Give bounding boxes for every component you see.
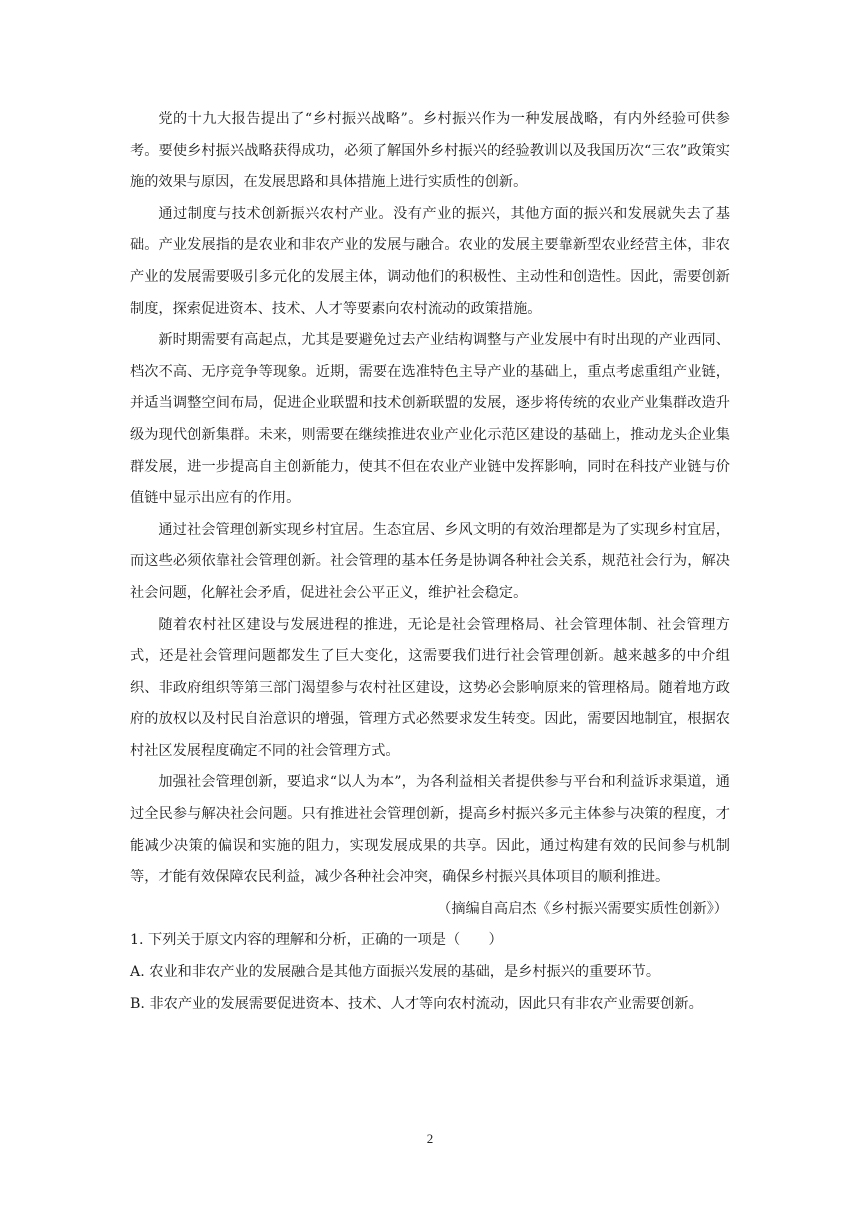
paragraph-6: 加强社会管理创新，要追求“以人为本”，为各利益相关者提供参与平台和利益诉求渠道，通过全民参与解决社会问题。只有推进社会管理创新，提高乡村振兴多元主体参与决策的程度，才能减少决策的偏误和实施的阻力，实现发展成果的共享。因此，通过构建有效的民间参与机制等，才能有效保障农民利益，减少各种社会冲突，确保乡村振兴具体项目的顺利推进。 [130,774,730,886]
option-b: B. 非农产业的发展需要促进资本、技术、人才等向农村流动，因此只有非农产业需要创新。 [130,995,703,1012]
question-stem: 1. 下列关于原文内容的理解和分析，正确的一项是（ ） [130,932,503,949]
option-a: A. 农业和非农产业的发展融合是其他方面振兴发展的基础，是乡村振兴的重要环节。 [130,964,661,981]
page-number: 2 [426,1131,434,1146]
paragraph-5: 随着农村社区建设与发展进程的推进，无论是社会管理格局、社会管理体制、社会管理方式，还是社会管理问题都发生了巨大变化，这需要我们进行社会管理创新。越来越多的中介组织、非政府组织等第三部门渴望参与农村社区建设，这势必会影响原来的管理格局。随着地方政府的放权以及村民自治意识的增强，管理方式必然要求发生转变。因此，需要因地制宜，根据农村社区发展程度确定不同的社会管理方式。 [130,616,730,759]
source-citation: （摘编自高启杰《乡村振兴需要实质性创新》） [437,900,728,917]
paragraph-2: 通过制度与技术创新振兴农村产业。没有产业的振兴，其他方面的振兴和发展就失去了基础。产业发展指的是农业和非农产业的发展与融合。农业的发展主要靠新型农业经营主体，非农产业的发展需要吸引多元化的发展主体，调动他们的积极性、主动性和创造性。因此，需要创新制度，探索促进资本、技术、人才等要素向农村流动的政策措施。 [130,205,730,317]
article-body [130,104,730,1020]
paragraph-3: 新时期需要有高起点，尤其是要避免过去产业结构调整与产业发展中有时出现的产业西同、档次不高、无序竞争等现象。近期，需要在选准特色主导产业的基础上，重点考虑重组产业链，并适当调整空间布局，促进企业联盟和技术创新联盟的发展，逐步将传统的农业产业集群改造升级为现代创新集群。未来，则需要在继续推进农业产业化示范区建设的基础上，推动龙头企业集群发展，进一步提高自主创新能力，使其不但在农业产业链中发挥影响，同时在科技产业链与价值链中显示出应有的作用。 [130,332,730,507]
paragraph-1: 党的十九大报告提出了“乡村振兴战略”。乡村振兴作为一种发展战略，有内外经验可供参考。要使乡村振兴战略获得成功，必须了解国外乡村振兴的经验教训以及我国历次“三农”政策实施的效果与原因，在发展思路和具体措施上进行实质性的创新。 [130,111,730,191]
paragraph-4: 通过社会管理创新实现乡村宜居。生态宜居、乡风文明的有效治理都是为了实现乡村宜居，而这些必须依靠社会管理创新。社会管理的基本任务是协调各种社会关系，规范社会行为，解决社会问题，化解社会矛盾，促进社会公平正义，维护社会稳定。 [130,521,730,601]
